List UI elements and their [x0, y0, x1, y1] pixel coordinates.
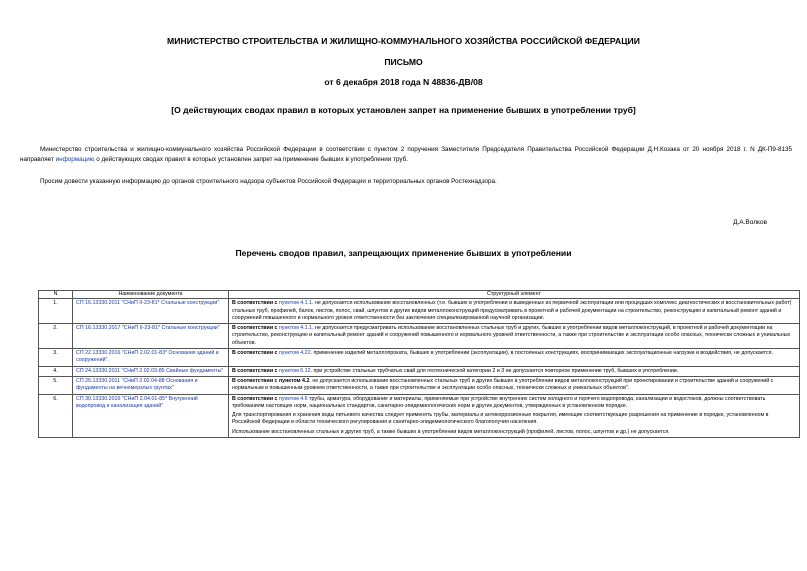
element-rest-text: . не допускается предусматривать использование восстановленных стальных труб и других, бывших в употреблении видов металлоконструкций, в проектной и рабочей документации на строительство, реконструкцию и капитальный ремонт зданий и сооружений повышенного и нормального уровней ответственности, а также при строительстве и эксплуатации особо опасных, технически сложных и уникальных объектов. — [232, 325, 791, 346]
clause-link[interactable]: пунктом 6.12 — [278, 367, 311, 374]
element-text — [232, 300, 796, 322]
signature: Д.А.Волков — [733, 219, 767, 226]
accordance-phrase: В соответствии с пунктом 4.2 — [232, 377, 310, 384]
structural-element-cell — [229, 299, 800, 324]
table-row — [39, 324, 800, 349]
document-link[interactable]: СП 22.13330.2016 "СНиП 2.02.01-83* Основания зданий и сооружений". — [76, 350, 219, 364]
document-subject: [О действующих сводах правил в которых установлен запрет на применение бывших в употреблении труб] — [171, 105, 636, 115]
document-name-cell — [73, 299, 229, 324]
table-row — [39, 299, 800, 324]
p1-text-after: о действующих сводах правил в которых установлен запрет на применение бывших в употреблении труб. — [94, 156, 408, 163]
element-extra-paragraph: Использование восстановленных стальных и других труб, а также бывших в употреблении видов металлоконструкций (профилей, листов, полос, шпунтов и др.) не допускается. — [232, 428, 670, 435]
table-header-row — [39, 291, 800, 299]
element-text — [232, 378, 796, 393]
row-number: 3. — [39, 349, 73, 367]
p1-text-before: Министерство строительства и жилищно-коммунального хозяйства Российской Федерации в соответствии с пунктом 2 поручения Заместителя Председателя Правительства Российской Федерации Д.Н.Козака от 20 ноября 2018 г. N ДК-П9-8135 направляет — [20, 146, 792, 163]
element-extra-paragraph: Для транспортирования и хранения воды питьевого качества следует применять трубы, материалы и антикоррозионные покрытия, имеющие соответствующие разрешения на применение в порядке, установленном в Российской Федерации в области технического регулирования и санитарно-эпидемиологического благополучия населения. — [232, 412, 769, 426]
structural-element-cell — [229, 376, 800, 394]
rules-table — [38, 290, 800, 438]
document-link[interactable]: СП 24.13330.2011 "СНиП 2.02.03-85 Свайные фундаменты" — [76, 367, 224, 374]
structural-element-cell — [229, 394, 800, 437]
accordance-phrase: В соответствии с — [232, 325, 279, 332]
document-name-cell — [73, 394, 229, 437]
element-rest-text: . применение изделий металлопроката, бывших в употреблении (эксплуатации), в постоянных конструкциях, воспринимающих эксплуатационные нагрузки и воздействия, не допускается. — [310, 350, 773, 357]
table-row — [39, 394, 800, 437]
table-row — [39, 366, 800, 376]
body-paragraph-1 — [20, 145, 792, 165]
document-type: ПИСЬМО — [384, 57, 423, 67]
body-paragraph-2: Просим довести указанную информацию до органов строительного надзора субъектов Российской Федерации и территориальных органов Ростехнадзора. — [40, 178, 497, 185]
table-row — [39, 376, 800, 394]
clause-link[interactable]: пунктом 4.6 — [278, 395, 308, 402]
structural-element-cell — [229, 324, 800, 349]
document-link[interactable]: СП 30.13330.2016 "СНиП 2.04.01-85* Внутренний водопровод и канализация зданий" — [76, 395, 198, 409]
element-text — [232, 350, 796, 357]
element-rest-text: . не допускается использование восстановленных стальных труб и других бывших в употреблении видов металлоконструкций при проектировании и строительстве зданий и сооружений с нормальным и повышенным уровнем ответственности, а также при строительстве и эксплуатации особо опасных, технически сложных и уникальных объектов". — [232, 377, 774, 392]
row-number: 4. — [39, 366, 73, 376]
accordance-phrase: В соответствии с — [232, 350, 279, 357]
info-link[interactable]: информацию — [55, 156, 95, 163]
accordance-phrase: В соответствии с — [232, 367, 279, 374]
element-rest-text: трубы, арматура, оборудование и материалы, применяемые при устройстве внутренних систем холодного и горячего водопровода, канализации и водостоков, должны соответствовать требованиям настоящих норм, национальных стандартов, санитарно-эпидемиологических норм и других документов, утвержденных в установленном порядке. — [232, 395, 766, 409]
document-name-cell — [73, 349, 229, 367]
table-row — [39, 349, 800, 367]
header-number: N — [39, 291, 73, 299]
document-name-cell — [73, 366, 229, 376]
element-text — [232, 368, 796, 375]
structural-element-cell — [229, 349, 800, 367]
list-title: Перечень сводов правил, запрещающих применение бывших в употреблении — [235, 248, 572, 258]
document-name-cell — [73, 376, 229, 394]
header-document-name: Наименование документа — [73, 291, 229, 299]
element-rest-text: . при устройстве стальных трубчатых свай для геотехнической категории 2 и 3 не допускается повторное применение труб, бывших в употреблении. — [310, 367, 679, 374]
row-number: 2. — [39, 324, 73, 349]
document-date-number: от 6 декабря 2018 года N 48836-ДВ/08 — [324, 77, 483, 87]
row-number: 1. — [39, 299, 73, 324]
element-text — [232, 396, 796, 411]
table-body — [39, 299, 800, 438]
row-number: 5. — [39, 376, 73, 394]
element-text — [232, 325, 796, 347]
element-rest-text: . не допускается использование восстановленных (т.е. бывших в употреблении и выведенных из первичной эксплуатации или процедших комплекс диагностических и восстановительных работ) стальных труб, профилей, балок, листов, полос, свай, шпунтов и других видов металлоконструкций предусматривать в проектной и рабочей документации на строительство, реконструкцию и капитальный ремонт зданий и сооружений повышенного и нормального уровня ответственности без заключения специализированной научной организации. — [232, 300, 792, 321]
structural-element-cell — [229, 366, 800, 376]
clause-link[interactable]: пунктом 4.1.1 — [278, 300, 312, 307]
row-number: 6. — [39, 394, 73, 437]
document-link[interactable]: СП 25.13330.2011 "СНиП 2.02.04-88 Основания и фундаменты на вечномерзлых грунтах" — [76, 377, 198, 392]
ministry-title: МИНИСТЕРСТВО СТРОИТЕЛЬСТВА И ЖИЛИЩНО-КОММУНАЛЬНОГО ХОЗЯЙСТВА РОССИЙСКОЙ ФЕДЕРАЦИИ — [167, 36, 640, 46]
document-name-cell — [73, 324, 229, 349]
accordance-phrase: В соответствии с — [232, 300, 279, 307]
document-link[interactable]: СП 16.13330.2011 "СНиП II-23-81* Стальные конструкции" — [76, 300, 220, 307]
clause-link[interactable]: пунктом 4.22 — [278, 350, 311, 357]
clause-link[interactable]: пунктом 4.1.1 — [278, 325, 312, 332]
document-link[interactable]: СП 16.13330.2017 "СНиП II-23-81* Стальные конструкции" — [76, 325, 220, 332]
header-structural-element: Структурный элемент — [229, 291, 800, 299]
accordance-phrase: В соответствии с — [232, 395, 279, 402]
